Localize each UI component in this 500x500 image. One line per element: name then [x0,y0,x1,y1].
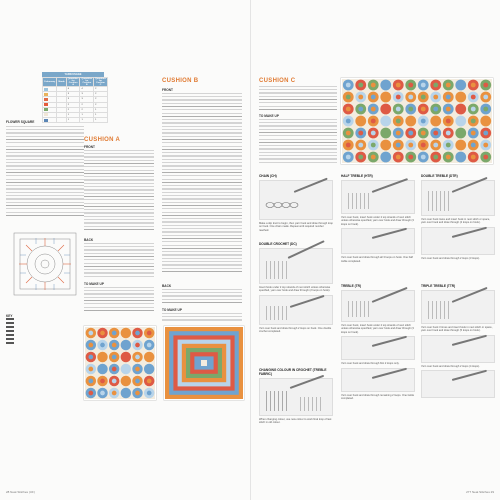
changing-colour-text: When changing colour, use new colour to work final loop of last stitch in old colour. [259,418,332,425]
treble-text-2: Yarn over hook and draw through first 2 loops only. [341,362,400,366]
swatch-flower-centre [483,107,488,112]
swatch-flower-centre [396,143,401,148]
swatch-flower-centre [458,83,463,88]
half-treble-illustration [341,180,415,214]
yarn-table-cell: 1 [94,107,108,112]
treble-illustration-3 [341,368,415,392]
swatch-flower-centre [433,143,438,148]
half-treble-text: Yarn over hook, insert hook under 2 top strands of next stitch unless otherwise specified, yarn over hook and draw through (3 loops on hook). [341,216,414,226]
stitch-symbol-icon [6,330,14,332]
swatch-flower-centre [147,367,152,372]
yarn-color-swatch [44,103,48,106]
yarn-table-cell: 2 [94,102,108,107]
stitch-treble [341,284,415,400]
swatch-flower-centre [408,155,413,160]
cushion-b-back-text [162,289,242,303]
swatch-flower-centre [421,83,426,88]
swatch-flower-centre [358,83,363,88]
swatch-flower-centre [112,355,117,360]
swatch-flower-centre [135,391,140,396]
swatch-flower-centre [471,131,476,136]
swatch-flower-centre [123,379,128,384]
chain-text: Make a slip knot to begin, then yarn hook and draw through loop on hook. One chain made. Repeat until required number reached. [259,222,333,232]
double-crochet-illustration-2 [259,295,333,325]
double-crochet-text: Insert hook under 2 top strands of next stitch unless otherwise specified, yarn over hook and draw through (2 loops on hook). [259,286,331,293]
swatch-flower-centre [123,367,128,372]
swatch-flower-centre [446,119,451,124]
swatch-flower-centre [458,107,463,112]
swatch-flower-centre [100,391,105,396]
swatch-flower-centre [358,155,363,160]
swatch-flower-centre [458,131,463,136]
changing-colour-title: CHANGING COLOUR IN CROCHET (TREBLE FABRIC) [259,368,327,376]
treble-title: TREBLE (TR) [341,284,362,288]
swatch-flower-centre [471,155,476,160]
swatch-flower-centre [421,131,426,136]
stitch-symbol-icon [6,318,14,320]
chain-title: CHAIN (CH) [259,174,277,178]
swatch-flower-centre [358,131,363,136]
flower-square-title: FLOWER SQUARE [6,120,35,124]
double-treble-illustration [421,180,495,216]
triple-treble-illustration [421,290,495,324]
yarn-table-cell: 2 [80,107,94,112]
yarn-table-cell: 3 [80,97,94,102]
swatch-flower-centre [433,119,438,124]
treble-illustration [341,290,415,322]
half-treble-text-2: Yarn over hook and draw through all 3 loops on hook. One half treble completed. [341,256,413,263]
swatch-flower-centre [346,107,351,112]
swatch-flower-centre [346,143,351,148]
stitch-triple-treble [421,284,495,398]
yarn-table-header: Shade [57,78,67,87]
swatch-flower-centre [123,331,128,336]
cushion-a-make-up-text [84,287,154,313]
swatch-flower-centre [100,367,105,372]
swatch-flower-centre [421,155,426,160]
yarn-color-swatch [44,88,48,91]
swatch-flower-centre [396,107,401,112]
stitch-symbol-icon [6,322,14,324]
swatch-flower-centre [371,83,376,88]
swatch-flower-centre [483,143,488,148]
yarn-table-cell: 2 [80,102,94,107]
yarn-table-row [43,118,108,123]
swatch-flower-centre [358,119,363,124]
cushion-c-title: CUSHION C [259,78,296,84]
stitch-half-treble [341,174,415,263]
yarn-table-cell: 3 [66,92,80,97]
swatch-flower-centre [383,143,388,148]
swatch-flower-centre [346,95,351,100]
cushion-b-title: CUSHION B [162,78,199,84]
swatch-flower-centre [383,155,388,160]
swatch-flower-centre [371,95,376,100]
double-crochet-text-2: Yarn over hook and draw through 2 loops on hook. One double crochet completed. [259,326,332,334]
yarn-color-swatch [44,108,48,111]
cushion-c-swatch [341,78,493,164]
swatch-flower-centre [88,367,93,372]
swatch-flower-centre [147,355,152,360]
triple-treble-illustration-3 [421,370,495,398]
yarn-color-swatch [44,98,48,101]
swatch-flower-centre [408,83,413,88]
swatch-flower-centre [471,143,476,148]
double-crochet-title: DOUBLE CROCHET (DC) [259,242,297,246]
swatch-flower-centre [100,331,105,336]
double-treble-text: Yarn over hook twice and insert hook in next stitch or space, yarn over hook and draw through (4 loops on hook). [421,218,491,225]
swatch-flower-centre [433,155,438,160]
swatch-flower-centre [383,95,388,100]
swatch-flower-centre [458,155,463,160]
swatch-flower-centre [408,107,413,112]
cushion-c-make-up-heading: TO MAKE UP [259,114,279,118]
yarn-table-header: Quantities for Cushion A [67,78,79,86]
swatch-flower-centre [147,343,152,348]
cushion-a-make-up-heading: TO MAKE UP [84,282,104,286]
yarn-color-swatch [44,119,48,122]
swatch-flower-centre [346,83,351,88]
yarn-table-cell: 3 [66,97,80,102]
yarn-table-cell: 4 [66,87,80,92]
yarn-table-cell: 1 [80,118,94,123]
swatch-flower-centre [383,131,388,136]
swatch-flower-centre [88,391,93,396]
stitch-chain [259,174,333,232]
swatch-flower-centre [112,343,117,348]
cushion-a-swatch [84,326,156,400]
swatch-flower-centre [112,391,117,396]
swatch-flower-centre [88,343,93,348]
swatch-flower-centre [396,155,401,160]
swatch-flower-centre [371,155,376,160]
swatch-flower-centre [433,131,438,136]
swatch-flower-centre [123,355,128,360]
chart-key [6,314,66,346]
flower-square-instructions [6,126,84,216]
treble-illustration-2 [341,336,415,360]
swatch-flower-centre [471,83,476,88]
swatch-flower-centre [408,119,413,124]
cushion-b-swatch [164,326,244,400]
cushion-a-back-text [84,243,154,277]
treble-text: Yarn over hook, insert hook under 2 top strands of next stitch unless otherwise specified, yarn over hook and draw through (3 loops on hook). [341,324,414,334]
swatch-flower-centre [383,107,388,112]
swatch-flower-centre [371,131,376,136]
swatch-flower-centre [371,143,376,148]
half-treble-title: HALF TREBLE (HTR) [341,174,373,178]
swatch-flower-centre [346,131,351,136]
double-treble-title: DOUBLE TREBLE (DTR) [421,174,458,178]
cushion-a-title: CUSHION A [84,137,121,143]
swatch-flower-centre [471,119,476,124]
treble-text-3: Yarn over hook and draw through remaining 2 loops. One treble completed. [341,393,415,401]
swatch-flower-centre [135,367,140,372]
yarn-table-cell: 2 [66,107,80,112]
swatch-flower-centre [421,95,426,100]
triple-treble-illustration-2 [421,335,495,363]
swatch-flower-centre [471,107,476,112]
triple-treble-text-2: Yarn over hook and draw through 2 loops (4 loops). [421,364,480,368]
cushion-a-front-heading: FRONT [84,145,95,149]
cushion-b-back-heading: BACK [162,284,172,288]
swatch-flower-centre [100,355,105,360]
swatch-flower-centre [100,343,105,348]
swatch-flower-centre [112,379,117,384]
swatch-flower-centre [471,95,476,100]
double-crochet-illustration [259,248,333,284]
yarn-table-header: Quantities for Cushion B [81,78,93,86]
double-treble-text-2: Yarn over hook and draw through 2 loops (3 loops). [421,256,480,260]
swatch-flower-centre [458,95,463,100]
stitch-symbol-icon [6,334,14,336]
swatch-flower-centre [408,131,413,136]
right-folio: 277 Neat Stitches 29 [466,490,494,494]
yarn-table-header: Quantities for Cushion C [95,78,106,86]
swatch-flower-centre [421,107,426,112]
cushion-b-front-text [162,93,242,273]
stitch-symbol-icon [6,342,14,344]
swatch-flower-centre [135,331,140,336]
swatch-flower-centre [123,343,128,348]
swatch-flower-centre [135,379,140,384]
swatch-flower-centre [396,95,401,100]
swatch-flower-centre [147,391,152,396]
swatch-flower-centre [358,107,363,112]
swatch-flower-centre [100,379,105,384]
swatch-flower-centre [396,131,401,136]
swatch-flower-centre [433,107,438,112]
swatch-flower-centre [358,95,363,100]
yarn-table-cell: 3 [80,92,94,97]
yarn-table-cell: 2 [94,87,108,92]
yarn-table-cell: 1 [66,118,80,123]
swatch-flower-centre [358,143,363,148]
swatch-flower-centre [446,107,451,112]
swatch-flower-centre [123,391,128,396]
stitch-double-crochet [259,242,333,334]
swatch-flower-centre [483,155,488,160]
flower-square-chart [6,218,84,310]
swatch-flower-centre [446,143,451,148]
yarn-table-title: YARN USAGE [42,72,104,77]
swatch-flower-centre [458,143,463,148]
swatch-centre [201,360,207,366]
swatch-flower-centre [88,355,93,360]
swatch-flower-centre [371,107,376,112]
swatch-flower-centre [383,83,388,88]
swatch-flower-centre [433,83,438,88]
yarn-table-cell: 2 [94,97,108,102]
cushion-b-make-up-heading: TO MAKE UP [162,308,182,312]
swatch-flower-centre [483,95,488,100]
swatch-flower-centre [383,119,388,124]
swatch-flower-centre [88,379,93,384]
key-title: KEY [6,314,13,318]
swatch-flower-centre [446,131,451,136]
swatch-flower-centre [421,119,426,124]
swatch-flower-centre [421,143,426,148]
swatch-flower-centre [433,95,438,100]
half-treble-illustration-2 [341,228,415,254]
swatch-flower-centre [396,83,401,88]
yarn-color-swatch [44,93,48,96]
changing-colour-illustration [259,378,333,416]
swatch-flower-centre [483,119,488,124]
cushion-a-front-text [84,150,154,232]
double-treble-illustration-2 [421,227,495,255]
swatch-flower-centre [112,367,117,372]
swatch-flower-centre [135,355,140,360]
yarn-table-cell: 1 [94,112,108,117]
cushion-c-make-up-text [259,119,337,163]
swatch-flower-centre [135,343,140,348]
yarn-table-cell: 1 [94,118,108,123]
swatch-flower-centre [396,119,401,124]
cushion-c-intro [259,86,337,110]
stitch-changing-colour [259,368,333,425]
triple-treble-text: Yarn over hook 3 times and insert hook in next stitch or space, yarn over hook and draw through (5 loops on hook). [421,326,493,333]
key-item [6,342,66,346]
right-page [250,0,500,500]
swatch-flower-centre [346,119,351,124]
swatch-flower-centre [458,119,463,124]
cushion-a-back-heading: BACK [84,238,94,242]
yarn-table-cell [43,118,57,123]
swatch-flower-centre [371,119,376,124]
swatch-flower-centre [446,155,451,160]
yarn-table-cell: 1 [66,112,80,117]
swatch-flower-centre [408,143,413,148]
triple-treble-title: TRIPLE TREBLE (TTR) [421,284,456,288]
left-folio: 28 Neat Stitches (UF) [6,490,35,494]
stitch-symbol-icon [6,326,14,328]
yarn-table-cell: 1 [80,112,94,117]
swatch-flower-centre [147,331,152,336]
cushion-b-front-heading: FRONT [162,88,173,92]
swatch-flower-centre [446,83,451,88]
swatch-flower-centre [483,83,488,88]
swatch-flower-centre [446,95,451,100]
swatch-flower-centre [346,155,351,160]
stitch-symbol-icon [6,338,14,340]
swatch-flower-centre [483,131,488,136]
yarn-table-cell: 2 [94,92,108,97]
yarn-table-header: Colourway [43,78,57,87]
yarn-usage-table [42,72,104,123]
yarn-table-cell: 2 [66,102,80,107]
yarn-color-swatch [44,113,48,116]
swatch-flower-centre [88,331,93,336]
swatch-flower-centre [147,379,152,384]
stitch-double-treble [421,174,495,260]
yarn-table-grid [42,77,108,123]
yarn-table-cell [57,118,67,123]
cushion-b-make-up-text [162,313,242,321]
chain-illustration [259,180,333,220]
swatch-flower-centre [408,95,413,100]
yarn-table-cell: 4 [80,87,94,92]
swatch-flower-centre [112,331,117,336]
